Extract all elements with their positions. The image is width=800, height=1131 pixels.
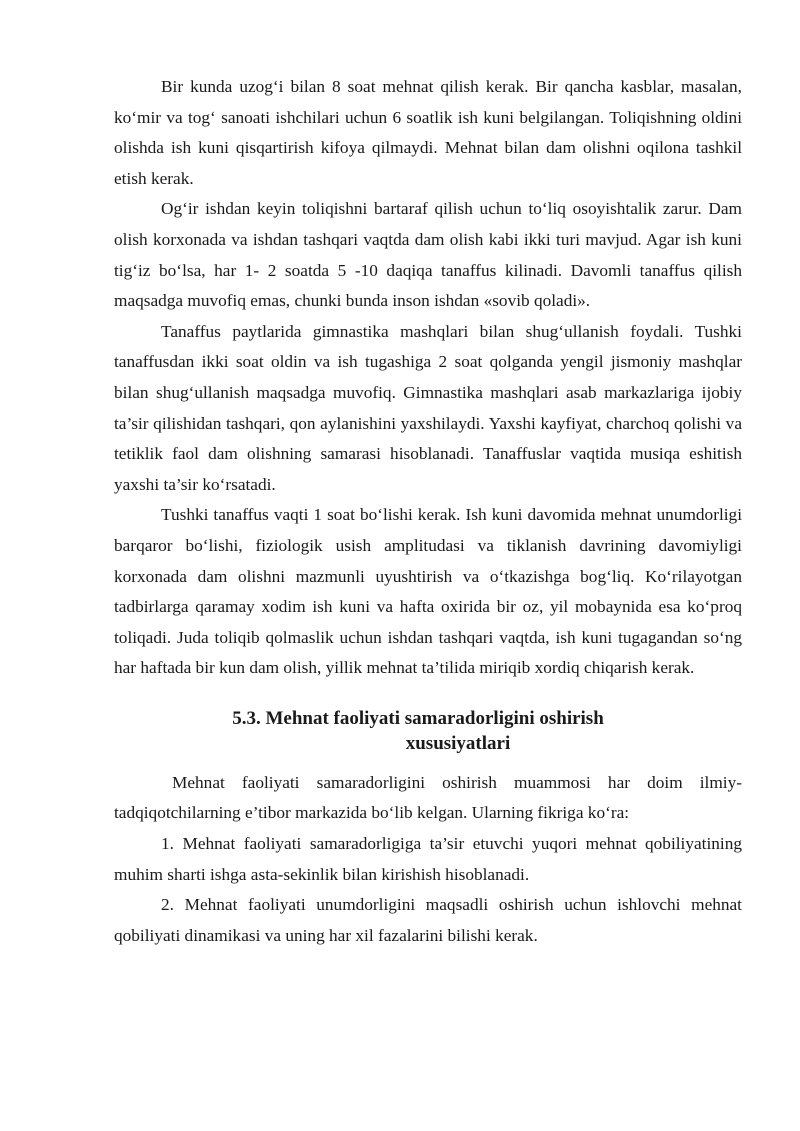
document-body bbox=[114, 72, 742, 951]
list-item-1: 1. Mehnat faoliyati samaradorligiga ta’sir etuvchi yuqori mehnat qobiliyatining muhim sharti ishga asta-sekinlik bilan kirishish hisoblanadi. bbox=[114, 834, 742, 884]
paragraph-efficiency-intro: Mehnat faoliyati samaradorligini oshirish muammosi har doim ilmiy-tadqiqotchilarning e’tibor markazida bo‘lib kelgan. Ularning fikriga ko‘ra: bbox=[114, 772, 742, 823]
section-heading-line-1: 5.3. Mehnat faoliyati samaradorligini oshirish bbox=[232, 707, 604, 729]
paragraph-workday-length: Bir kunda uzog‘i bilan 8 soat mehnat qilish kerak. Bir qancha kasblar, masalan, ko‘mir va tog‘ sanoati ishchilari uchun 6 soatlik ish kuni belgilangan. Toliqishning oldini olishda ish kuni qisqartirish kifoya qilmaydi. Mehnat bilan dam olishni oqilona tashkil etish kerak. bbox=[114, 77, 742, 188]
section-heading bbox=[114, 706, 742, 756]
section-heading-line-2: xususiyatlari bbox=[405, 732, 511, 754]
paragraph-gymnastics: Tanaffus paytlarida gimnastika mashqlari bilan shug‘ullanish foydali. Tushki tanaffusdan ikki soat oldin va ish tugashiga 2 soat qolganda yengil jismoniy mashqlar bilan shug‘ullanish maqsadga muvofiq. Gimnastika mashqlari asab markazlariga ijobiy ta’sir qilishidan tashqari, qon aylanishini yaxshilaydi. Yaxshi kayfiyat, charchoq qolishi va tetiklik faol dam olishning samarasi hisoblanadi. Tanaffuslar vaqtida musiqa eshitish yaxshi ta’sir ko‘rsatadi. bbox=[114, 321, 742, 494]
paragraph-rest-types: Og‘ir ishdan keyin toliqishni bartaraf qilish uchun to‘liq osoyishtalik zarur. Dam olish korxonada va ishdan tashqari vaqtda dam olish kabi ikki turi mavjud. Agar ish kuni tig‘iz bo‘lsa, har 1- 2 soatda 5 -10 daqiqa tanaffus kilinadi. Davomli tanaffus qilish maqsadga muvofiq emas, chunki bunda inson ishdan «sovib qoladi». bbox=[114, 199, 742, 311]
paragraph-lunch-break: Tushki tanaffus vaqti 1 soat bo‘lishi kerak. Ish kuni davomida mehnat unumdorligi barqaror bo‘lishi, fiziologik usish amplitudasi va tiklanish davrining davomiyligi korxonada dam olishni mazmunli uyushtirish va o‘tkazishga bog‘liq. Ko‘rilayotgan tadbirlarga qaramay xodim ish kuni va hafta oxirida bir oz, yil mobaynida esa ko‘proq toliqadi. Juda toliqib qolmaslik uchun ishdan tashqari vaqtda, ish kuni tugagandan so‘ng har haftada bir kun dam olish, yillik mehnat ta’tilida miriqib xordiq chiqarish kerak. bbox=[114, 505, 742, 678]
list-item-2: 2. Mehnat faoliyati unumdorligini maqsadli oshirish uchun ishlovchi mehnat qobiliyati dinamikasi va uning har xil fazalarini bilishi kerak. bbox=[114, 895, 742, 945]
